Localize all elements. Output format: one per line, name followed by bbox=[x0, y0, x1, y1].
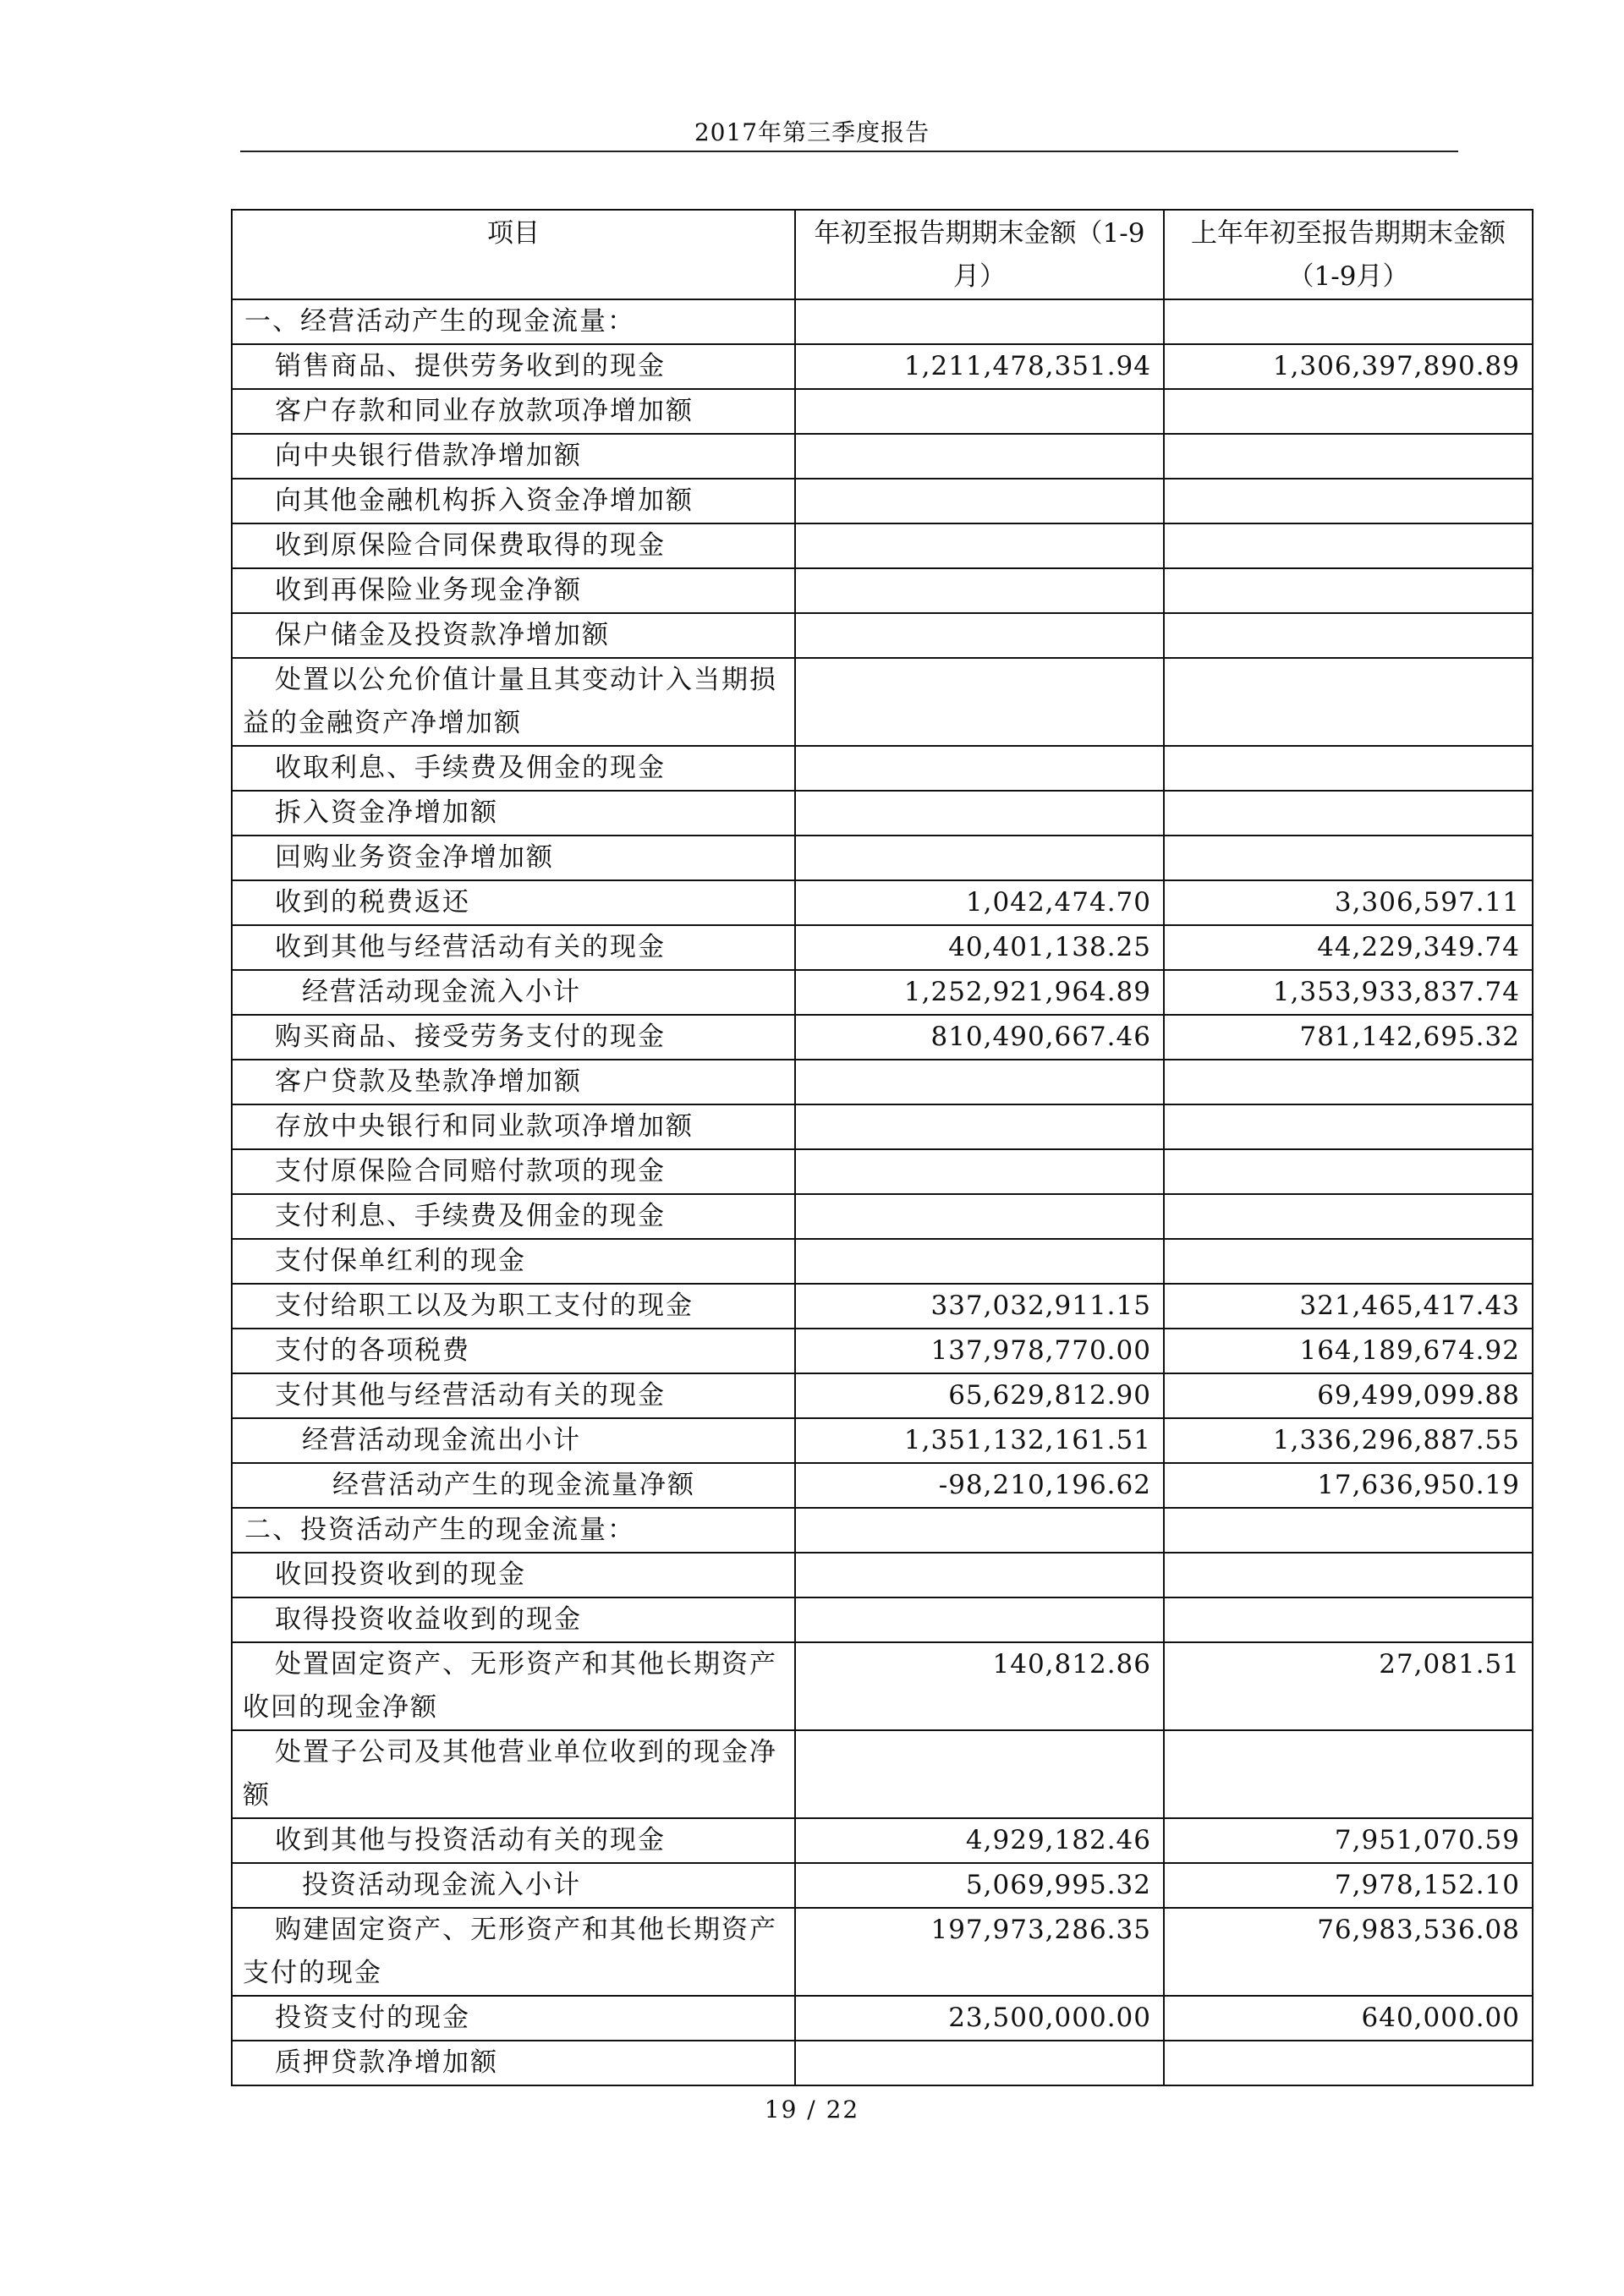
row-item-label: 存放中央银行和同业款项净增加额 bbox=[232, 1104, 795, 1149]
row-previous-amount bbox=[1164, 1149, 1533, 1194]
row-item-label: 支付的各项税费 bbox=[232, 1329, 795, 1373]
row-previous-amount: 321,465,417.43 bbox=[1164, 1284, 1533, 1329]
row-item-label: 收取利息、手续费及佣金的现金 bbox=[232, 746, 795, 791]
table-row bbox=[232, 1194, 1533, 1239]
row-previous-amount: 44,229,349.74 bbox=[1164, 925, 1533, 970]
cash-flow-table bbox=[231, 209, 1533, 2086]
table-row bbox=[232, 1863, 1533, 1908]
row-item-label: 保户储金及投资款净增加额 bbox=[232, 613, 795, 658]
row-current-amount: 1,252,921,964.89 bbox=[795, 970, 1164, 1015]
row-previous-amount bbox=[1164, 1104, 1533, 1149]
row-previous-amount bbox=[1164, 389, 1533, 434]
row-previous-amount bbox=[1164, 791, 1533, 836]
row-previous-amount: 3,306,597.11 bbox=[1164, 880, 1533, 925]
header-divider bbox=[240, 151, 1458, 152]
table-row bbox=[232, 658, 1533, 746]
table-row bbox=[232, 925, 1533, 970]
row-previous-amount bbox=[1164, 746, 1533, 791]
row-current-amount bbox=[795, 836, 1164, 880]
table-row bbox=[232, 1553, 1533, 1597]
table-row bbox=[232, 1015, 1533, 1060]
row-item-label: 处置以公允价值计量且其变动计入当期损益的金融资产净增加额 bbox=[232, 658, 795, 746]
row-current-amount: 40,401,138.25 bbox=[795, 925, 1164, 970]
table-row bbox=[232, 1104, 1533, 1149]
table-row bbox=[232, 344, 1533, 389]
table-row bbox=[232, 970, 1533, 1015]
row-current-amount: 1,351,132,161.51 bbox=[795, 1418, 1164, 1463]
row-current-amount bbox=[795, 1104, 1164, 1149]
row-item-label: 客户贷款及垫款净增加额 bbox=[232, 1060, 795, 1104]
row-current-amount: -98,210,196.62 bbox=[795, 1463, 1164, 1508]
row-previous-amount bbox=[1164, 1239, 1533, 1284]
row-current-amount: 1,211,478,351.94 bbox=[795, 344, 1164, 389]
row-current-amount bbox=[795, 746, 1164, 791]
row-previous-amount bbox=[1164, 2041, 1533, 2085]
table-row bbox=[232, 1818, 1533, 1863]
table-row bbox=[232, 523, 1533, 568]
table-row bbox=[232, 746, 1533, 791]
row-previous-amount bbox=[1164, 479, 1533, 523]
row-item-label: 经营活动产生的现金流量净额 bbox=[232, 1463, 795, 1508]
row-item-label: 收回投资收到的现金 bbox=[232, 1553, 795, 1597]
row-item-label: 收到原保险合同保费取得的现金 bbox=[232, 523, 795, 568]
row-current-amount bbox=[795, 1730, 1164, 1818]
table-row bbox=[232, 299, 1533, 344]
table-header-row bbox=[232, 210, 1533, 299]
row-previous-amount bbox=[1164, 1060, 1533, 1104]
table-row bbox=[232, 568, 1533, 613]
table-row bbox=[232, 1730, 1533, 1818]
row-current-amount bbox=[795, 658, 1164, 746]
row-item-label: 购买商品、接受劳务支付的现金 bbox=[232, 1015, 795, 1060]
row-item-label: 向其他金融机构拆入资金净增加额 bbox=[232, 479, 795, 523]
table-row bbox=[232, 1060, 1533, 1104]
row-item-label: 支付其他与经营活动有关的现金 bbox=[232, 1373, 795, 1418]
table-row bbox=[232, 2041, 1533, 2085]
table-row bbox=[232, 1418, 1533, 1463]
column-header-item: 项目 bbox=[232, 210, 795, 299]
row-previous-amount: 1,306,397,890.89 bbox=[1164, 344, 1533, 389]
row-current-amount bbox=[795, 434, 1164, 479]
row-item-label: 客户存款和同业存放款项净增加额 bbox=[232, 389, 795, 434]
row-previous-amount bbox=[1164, 523, 1533, 568]
row-item-label: 取得投资收益收到的现金 bbox=[232, 1597, 795, 1642]
row-item-label: 经营活动现金流出小计 bbox=[232, 1418, 795, 1463]
row-previous-amount bbox=[1164, 836, 1533, 880]
table-row bbox=[232, 1642, 1533, 1730]
row-current-amount bbox=[795, 1553, 1164, 1597]
row-current-amount bbox=[795, 1194, 1164, 1239]
row-current-amount: 65,629,812.90 bbox=[795, 1373, 1164, 1418]
row-current-amount bbox=[795, 1060, 1164, 1104]
table-row bbox=[232, 1597, 1533, 1642]
row-previous-amount bbox=[1164, 1194, 1533, 1239]
row-previous-amount bbox=[1164, 1553, 1533, 1597]
row-current-amount: 4,929,182.46 bbox=[795, 1818, 1164, 1863]
table-row bbox=[232, 1329, 1533, 1373]
row-current-amount bbox=[795, 1149, 1164, 1194]
table-row bbox=[232, 479, 1533, 523]
row-item-label: 处置固定资产、无形资产和其他长期资产收回的现金净额 bbox=[232, 1642, 795, 1730]
row-current-amount: 140,812.86 bbox=[795, 1642, 1164, 1730]
row-item-label: 购建固定资产、无形资产和其他长期资产支付的现金 bbox=[232, 1908, 795, 1996]
row-previous-amount: 7,978,152.10 bbox=[1164, 1863, 1533, 1908]
row-current-amount: 137,978,770.00 bbox=[795, 1329, 1164, 1373]
row-item-label: 收到的税费返还 bbox=[232, 880, 795, 925]
table-row bbox=[232, 836, 1533, 880]
row-previous-amount: 76,983,536.08 bbox=[1164, 1908, 1533, 1996]
table-row bbox=[232, 1284, 1533, 1329]
row-item-label: 销售商品、提供劳务收到的现金 bbox=[232, 344, 795, 389]
page-number: 19 / 22 bbox=[764, 2096, 860, 2123]
row-item-label: 处置子公司及其他营业单位收到的现金净额 bbox=[232, 1730, 795, 1818]
row-current-amount bbox=[795, 791, 1164, 836]
row-previous-amount bbox=[1164, 1597, 1533, 1642]
row-item-label: 收到其他与投资活动有关的现金 bbox=[232, 1818, 795, 1863]
row-previous-amount: 1,353,933,837.74 bbox=[1164, 970, 1533, 1015]
row-item-label: 二、投资活动产生的现金流量： bbox=[232, 1508, 795, 1553]
row-item-label: 支付利息、手续费及佣金的现金 bbox=[232, 1194, 795, 1239]
row-current-amount: 197,973,286.35 bbox=[795, 1908, 1164, 1996]
row-item-label: 回购业务资金净增加额 bbox=[232, 836, 795, 880]
row-current-amount bbox=[795, 1508, 1164, 1553]
row-previous-amount bbox=[1164, 568, 1533, 613]
row-item-label: 投资支付的现金 bbox=[232, 1996, 795, 2041]
row-item-label: 向中央银行借款净增加额 bbox=[232, 434, 795, 479]
row-previous-amount: 640,000.00 bbox=[1164, 1996, 1533, 2041]
row-item-label: 支付保单红利的现金 bbox=[232, 1239, 795, 1284]
row-previous-amount bbox=[1164, 1508, 1533, 1553]
row-current-amount bbox=[795, 523, 1164, 568]
row-previous-amount: 69,499,099.88 bbox=[1164, 1373, 1533, 1418]
row-previous-amount: 164,189,674.92 bbox=[1164, 1329, 1533, 1373]
row-previous-amount bbox=[1164, 299, 1533, 344]
row-item-label: 拆入资金净增加额 bbox=[232, 791, 795, 836]
row-current-amount bbox=[795, 568, 1164, 613]
row-previous-amount: 17,636,950.19 bbox=[1164, 1463, 1533, 1508]
row-item-label: 质押贷款净增加额 bbox=[232, 2041, 795, 2085]
table-row bbox=[232, 434, 1533, 479]
row-item-label: 收到其他与经营活动有关的现金 bbox=[232, 925, 795, 970]
table-row bbox=[232, 1908, 1533, 1996]
row-item-label: 支付给职工以及为职工支付的现金 bbox=[232, 1284, 795, 1329]
row-current-amount: 5,069,995.32 bbox=[795, 1863, 1164, 1908]
table-row bbox=[232, 1508, 1533, 1553]
column-header-current: 年初至报告期期末金额（1-9月） bbox=[795, 210, 1164, 299]
row-current-amount bbox=[795, 479, 1164, 523]
table-row bbox=[232, 1996, 1533, 2041]
table-row bbox=[232, 880, 1533, 925]
row-item-label: 收到再保险业务现金净额 bbox=[232, 568, 795, 613]
report-title: 2017年第三季度报告 bbox=[694, 118, 930, 146]
table-body bbox=[232, 299, 1533, 2085]
column-header-previous: 上年年初至报告期期末金额（1-9月） bbox=[1164, 210, 1533, 299]
table-row bbox=[232, 1463, 1533, 1508]
row-previous-amount: 781,142,695.32 bbox=[1164, 1015, 1533, 1060]
row-previous-amount: 27,081.51 bbox=[1164, 1642, 1533, 1730]
row-current-amount: 1,042,474.70 bbox=[795, 880, 1164, 925]
row-previous-amount bbox=[1164, 434, 1533, 479]
row-previous-amount bbox=[1164, 1730, 1533, 1818]
table-row bbox=[232, 1149, 1533, 1194]
row-current-amount bbox=[795, 1239, 1164, 1284]
row-current-amount: 337,032,911.15 bbox=[795, 1284, 1164, 1329]
table-row bbox=[232, 1373, 1533, 1418]
row-previous-amount bbox=[1164, 613, 1533, 658]
row-item-label: 支付原保险合同赔付款项的现金 bbox=[232, 1149, 795, 1194]
table-row bbox=[232, 1239, 1533, 1284]
row-current-amount bbox=[795, 389, 1164, 434]
row-previous-amount: 7,951,070.59 bbox=[1164, 1818, 1533, 1863]
row-previous-amount bbox=[1164, 658, 1533, 746]
table-row bbox=[232, 389, 1533, 434]
row-current-amount: 23,500,000.00 bbox=[795, 1996, 1164, 2041]
table-row bbox=[232, 791, 1533, 836]
table-row bbox=[232, 613, 1533, 658]
row-current-amount bbox=[795, 613, 1164, 658]
row-current-amount bbox=[795, 1597, 1164, 1642]
row-item-label: 一、经营活动产生的现金流量： bbox=[232, 299, 795, 344]
row-item-label: 经营活动现金流入小计 bbox=[232, 970, 795, 1015]
row-current-amount bbox=[795, 299, 1164, 344]
row-item-label: 投资活动现金流入小计 bbox=[232, 1863, 795, 1908]
row-current-amount bbox=[795, 2041, 1164, 2085]
row-previous-amount: 1,336,296,887.55 bbox=[1164, 1418, 1533, 1463]
row-current-amount: 810,490,667.46 bbox=[795, 1015, 1164, 1060]
